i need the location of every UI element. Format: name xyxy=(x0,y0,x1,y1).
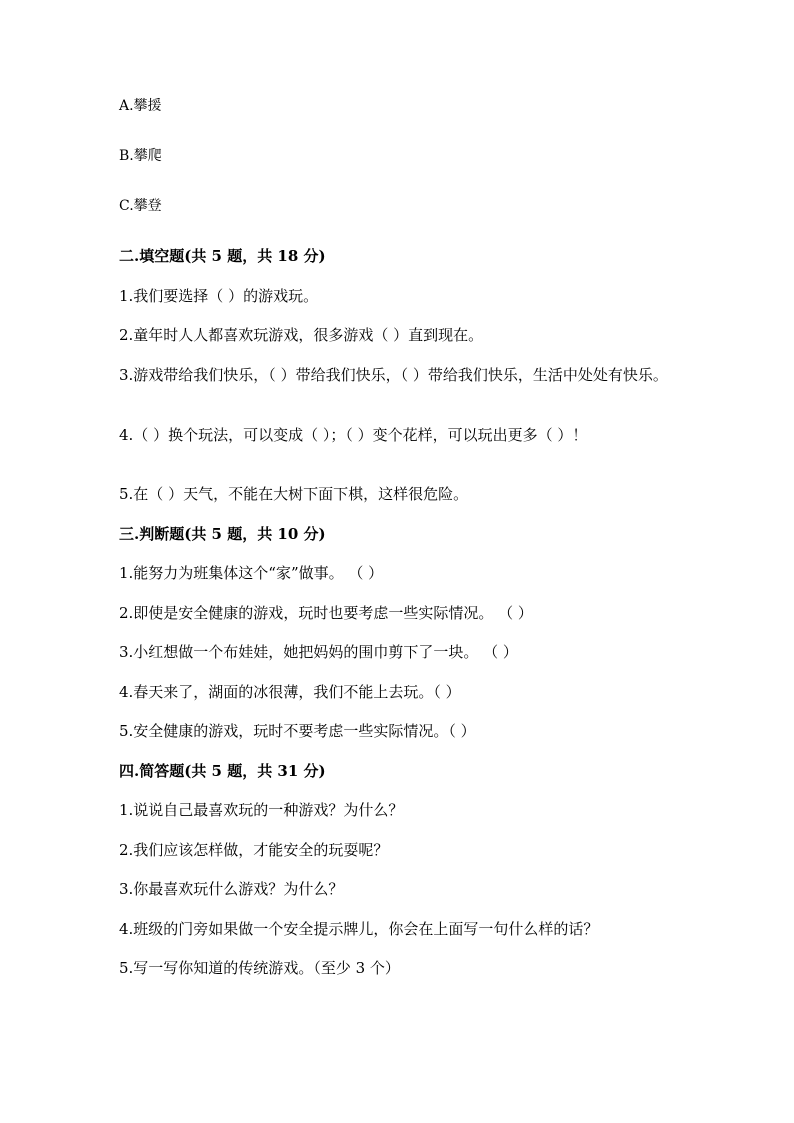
option-b: B.攀爬 xyxy=(119,148,162,164)
short-answer-question-4: 4.班级的门旁如果做一个安全提示牌儿，你会在上面写一句什么样的话？ xyxy=(119,920,599,938)
short-answer-question-5: 5.写一写你知道的传统游戏。（至少 3 个） xyxy=(119,959,400,977)
fill-blank-question-3: 3.游戏带给我们快乐，（ ）带给我们快乐，（ ）带给我们快乐，生活中处处有快乐。 xyxy=(119,366,668,384)
section-fill-blank-heading: 二.填空题(共 5 题，共 18 分) xyxy=(119,247,326,265)
true-false-question-1: 1.能努力为班集体这个“家”做事。 （ ） xyxy=(119,564,384,582)
fill-blank-question-1: 1.我们要选择（ ）的游戏玩。 xyxy=(119,287,319,305)
section-true-false-heading: 三.判断题(共 5 题，共 10 分) xyxy=(119,525,326,543)
true-false-question-2: 2.即使是安全健康的游戏，玩时也要考虑一些实际情况。 （ ） xyxy=(119,604,533,622)
option-a: A.攀援 xyxy=(119,98,162,114)
true-false-question-4: 4.春天来了，湖面的冰很薄，我们不能上去玩。（ ） xyxy=(119,683,461,701)
short-answer-question-3: 3.你最喜欢玩什么游戏？为什么？ xyxy=(119,880,344,898)
short-answer-question-1: 1.说说自己最喜欢玩的一种游戏？为什么？ xyxy=(119,801,404,819)
fill-blank-question-4: 4.（ ）换个玩法，可以变成（ ）；（ ）变个花样，可以玩出更多（ ）！ xyxy=(119,426,588,444)
true-false-question-5: 5.安全健康的游戏，玩时不要考虑一些实际情况。（ ） xyxy=(119,722,476,740)
section-short-answer-heading: 四.简答题(共 5 题，共 31 分) xyxy=(119,762,326,780)
fill-blank-question-2: 2.童年时人人都喜欢玩游戏，很多游戏（ ）直到现在。 xyxy=(119,326,484,344)
true-false-question-3: 3.小红想做一个布娃娃，她把妈妈的围巾剪下了一块。 （ ） xyxy=(119,643,518,661)
fill-blank-question-5: 5.在（ ）天气，不能在大树下面下棋，这样很危险。 xyxy=(119,485,469,503)
short-answer-question-2: 2.我们应该怎样做，才能安全的玩耍呢？ xyxy=(119,841,389,859)
option-c: C.攀登 xyxy=(119,198,162,214)
